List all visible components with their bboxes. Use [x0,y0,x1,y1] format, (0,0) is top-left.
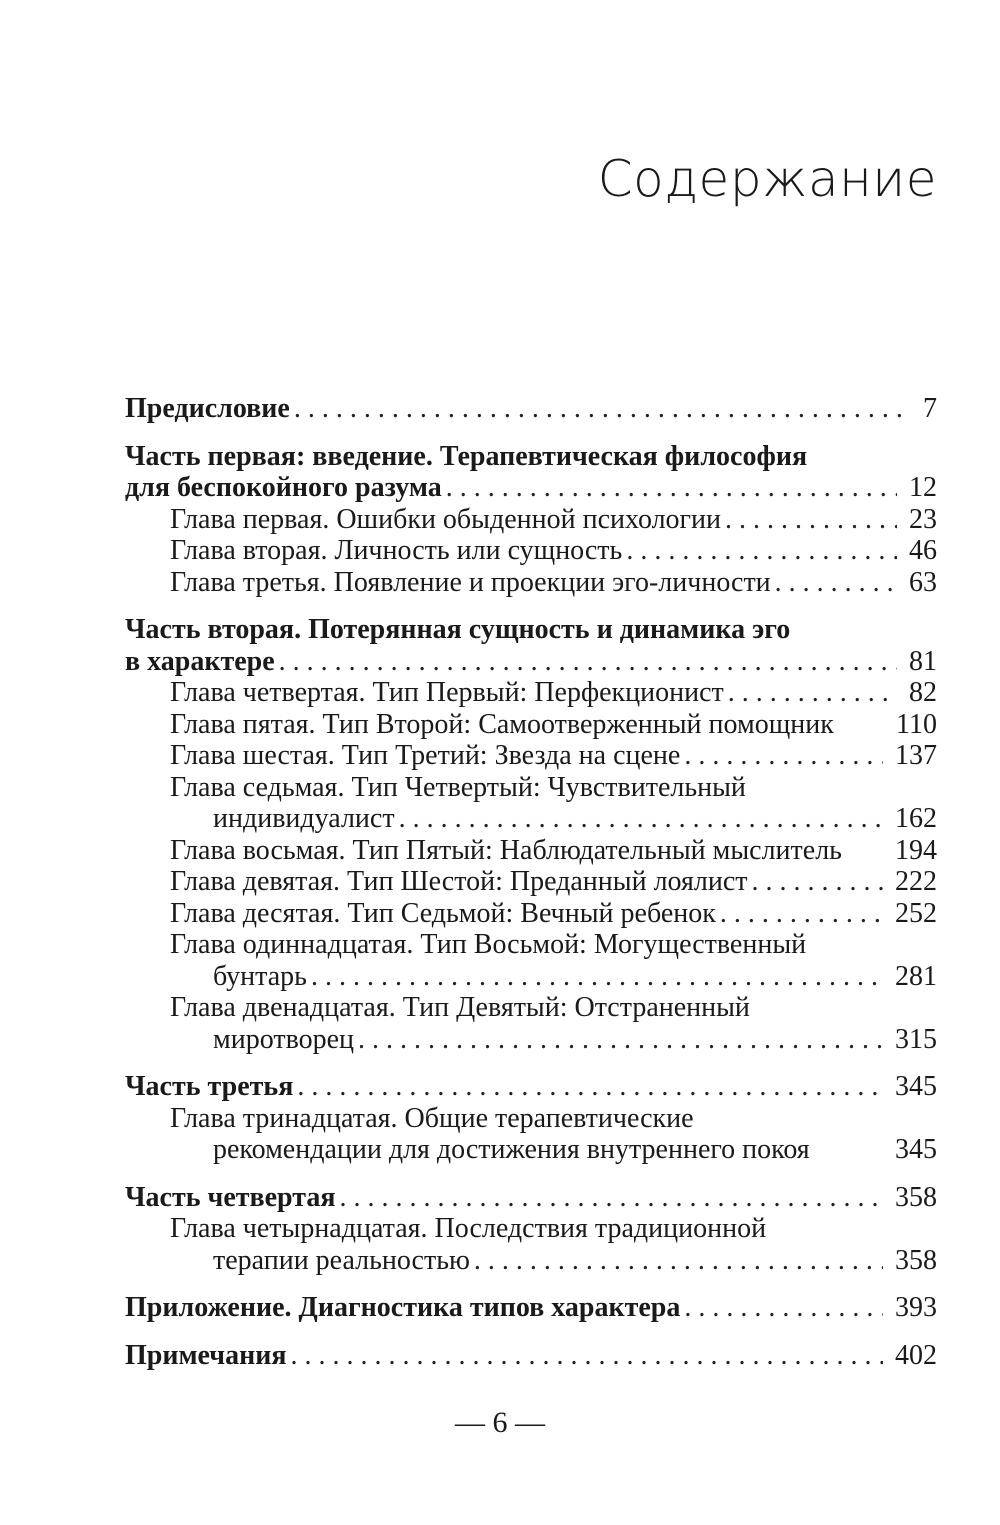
toc-page-number: 345 [895,1071,937,1102]
dot-leader [297,1071,883,1103]
toc-page-number: 315 [895,1023,937,1055]
dot-leader [311,961,883,993]
dot-leader [474,1245,883,1277]
toc-entry-chapter-11-line1[interactable]: Глава одиннадцатая. Тип Восьмой: Могущественный [170,929,807,960]
toc-page-number: 402 [895,1339,937,1371]
dot-leader [446,472,897,504]
toc-entry-chapter-6[interactable]: Глава шестая. Тип Третий: Звезда на сцене . . . 137 [125,740,937,772]
toc-page-number: 222 [895,866,937,897]
toc-entry-chapter-4[interactable]: Глава четвертая. Тип Первый: Перфекционист . . . 82 [125,677,937,709]
toc-entry-preface[interactable] [125,393,937,425]
dot-leader [399,803,883,835]
page-title: Содержание [597,150,937,208]
dot-leader [294,393,911,425]
toc-page-number: 345 [895,1134,937,1165]
toc-entry-chapter-12-line2[interactable]: миротворец . . . 315 [125,1024,937,1056]
toc-entry-part4[interactable]: Часть четвертая . . . 358 [125,1182,937,1214]
toc-page-number: 194 [895,834,937,866]
dot-leader [358,1024,883,1056]
toc-page-number: 81 [909,645,937,677]
toc-page-number: 63 [909,566,937,598]
toc-page-number: 110 [896,708,937,740]
dot-leader [291,1340,884,1372]
toc-part1-title-line1[interactable]: Часть первая: введение. Терапевтическая философия [125,440,808,472]
toc-entry-chapter-9[interactable]: Глава девятая. Тип Шестой: Преданный лоялист . . . 222 [125,866,937,898]
dot-leader [720,898,883,930]
dot-leader [684,1292,883,1324]
toc-entry-chapter-5[interactable]: Глава пятая. Тип Второй: Самоотверженный помощник 110 [170,708,937,740]
toc-entry-notes[interactable]: Примечания . . . 402 [125,1340,937,1372]
toc-entry-part3[interactable]: Часть третья . . . 345 [125,1071,937,1103]
dot-leader [626,535,897,567]
toc-page-number: 12 [909,472,937,503]
dot-leader [340,1182,883,1214]
toc-entry-label: Предисловие [125,393,290,424]
toc-page-number: 23 [909,503,937,535]
toc-entry-appendix[interactable]: Приложение. Диагностика типов характера . . . 393 [125,1292,937,1324]
toc-entry-chapter-10[interactable]: Глава десятая. Тип Седьмой: Вечный ребенок . . . 252 [125,898,937,930]
toc-entry-chapter-13-line1[interactable]: Глава тринадцатая. Общие терапевтические [170,1102,694,1134]
toc-page-number: 358 [895,1181,937,1213]
toc-page-number: 393 [895,1292,937,1323]
toc-entry-chapter-2[interactable]: Глава вторая. Личность или сущность . . . 46 [125,535,937,567]
toc-entry-chapter-14-line1[interactable]: Глава четырнадцатая. Последствия традиционной [170,1213,767,1244]
toc-entry-chapter-7-line2[interactable]: индивидуалист . . . 162 [125,803,937,835]
toc-part2-title-line1[interactable]: Часть вторая. Потерянная сущность и динамика эго [125,614,791,645]
toc-part2-title-line2[interactable]: в характере . . . 81 [125,646,937,678]
toc-page-number: 358 [895,1244,937,1276]
toc-entry-chapter-8[interactable]: Глава восьмая. Тип Пятый: Наблюдательный мыслитель 194 [170,834,937,866]
dot-leader [725,504,897,536]
toc-page-number: 82 [909,677,937,708]
toc-entry-chapter-7-line1[interactable]: Глава седьмая. Тип Четвертый: Чувствительный [170,771,746,803]
toc-page-number: 162 [895,803,937,834]
toc-page-number: 252 [895,897,937,929]
table-of-contents [125,393,937,1371]
dot-leader [752,866,883,898]
dot-leader [279,646,897,678]
toc-page-number: 46 [909,535,937,566]
toc-page-number: 7 [923,393,937,424]
toc-entry-chapter-12-line1[interactable]: Глава двенадцатая. Тип Девятый: Отстраненный [170,992,750,1023]
toc-entry-chapter-3[interactable]: Глава третья. Появление и проекции эго-личности . . . 63 [125,567,937,599]
dot-leader [728,677,897,709]
toc-entry-chapter-14-line2[interactable]: терапии реальностью . . . 358 [125,1245,937,1277]
dot-leader [775,567,897,599]
toc-page-number: 281 [895,960,937,992]
page-number: — 6 — [455,1406,545,1439]
dot-leader [684,740,883,772]
toc-entry-chapter-1[interactable]: Глава первая. Ошибки обыденной психологии . . . 23 [125,504,937,536]
toc-page-number: 137 [895,740,937,771]
toc-part1-title-line2[interactable]: для беспокойного разума . . . 12 [125,472,937,504]
toc-entry-chapter-11-line2[interactable]: бунтарь . . . 281 [125,961,937,993]
toc-entry-chapter-13-line2[interactable]: рекомендации для достижения внутреннего покоя 345 [213,1134,937,1165]
